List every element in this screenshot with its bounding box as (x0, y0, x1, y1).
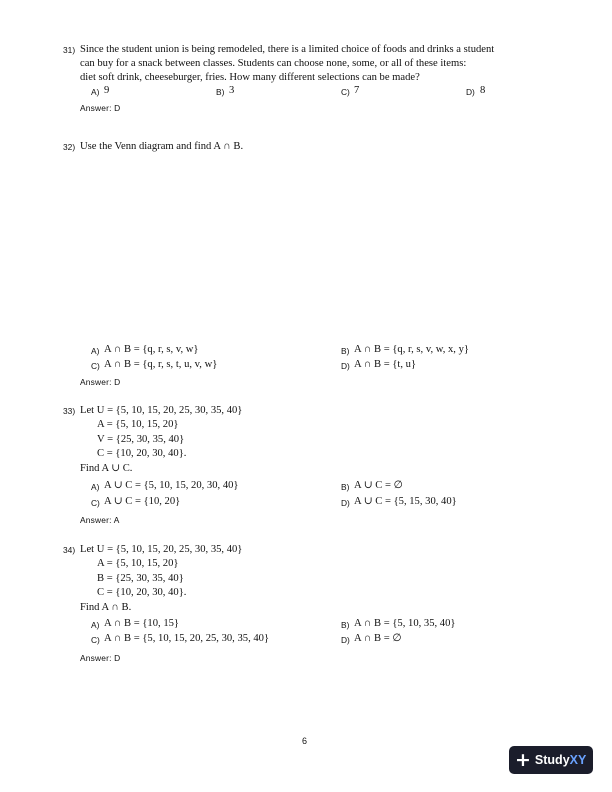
option-letter: A) (91, 620, 100, 630)
studyxy-badge[interactable] (509, 746, 593, 774)
option-text: A ∩ B = {5, 10, 15, 20, 25, 30, 35, 40} (104, 633, 270, 644)
option-letter: B) (341, 620, 350, 630)
option-letter: B) (341, 482, 350, 492)
option-letter: A) (91, 87, 100, 97)
set-definition: A = {5, 10, 15, 20} (97, 558, 179, 569)
option-letter: C) (341, 87, 350, 97)
option-letter: C) (91, 361, 100, 371)
option-letter: A) (91, 482, 100, 492)
option-text: 8 (480, 85, 486, 96)
question-number: 31) (63, 45, 76, 55)
answer-key: Answer: D (80, 377, 121, 387)
option-text: 7 (354, 85, 360, 96)
option-text: A ∩ B = {q, r, s, t, u, v, w} (104, 359, 218, 370)
option-text: A ∩ B = ∅ (354, 633, 402, 644)
question-number: 34) (63, 545, 76, 555)
option-text: 3 (229, 85, 235, 96)
question-number: 33) (63, 406, 76, 416)
question-text-line: can buy for a snack between classes. Students can choose none, some, or all of these items: (80, 58, 467, 69)
option-text: A ∩ B = {10, 15} (104, 618, 180, 629)
question-text-line: Find A ∪ C. (80, 463, 133, 474)
plus-icon: + (515, 748, 531, 771)
option-text: A ∩ B = {q, r, s, v, w} (104, 344, 199, 355)
option-text: A ∩ B = {t, u} (354, 359, 417, 370)
option-letter: D) (341, 635, 350, 645)
option-letter: D) (341, 361, 350, 371)
option-text: A ∪ C = {10, 20} (104, 496, 181, 507)
question-text-line: diet soft drink, cheeseburger, fries. How many different selections can be made? (80, 72, 420, 83)
option-letter: B) (216, 87, 225, 97)
badge-text-study: Study (534, 753, 570, 767)
option-letter: D) (466, 87, 475, 97)
badge-text-xy: XY (569, 753, 587, 767)
question-text-line: Let U = {5, 10, 15, 20, 25, 30, 35, 40} (80, 544, 243, 555)
option-letter: C) (91, 635, 100, 645)
set-definition: C = {10, 20, 30, 40}. (97, 448, 187, 459)
answer-key: Answer: A (80, 515, 120, 525)
question-number: 32) (63, 142, 76, 152)
option-text: A ∩ B = {q, r, s, v, w, x, y} (354, 344, 469, 355)
option-text: 9 (104, 85, 110, 96)
answer-key: Answer: D (80, 103, 121, 113)
set-definition: A = {5, 10, 15, 20} (97, 419, 179, 430)
option-letter: A) (91, 346, 100, 356)
set-definition: C = {10, 20, 30, 40}. (97, 587, 187, 598)
option-text: A ∪ C = {5, 15, 30, 40} (354, 496, 457, 507)
option-letter: D) (341, 498, 350, 508)
page-number: 6 (302, 736, 308, 746)
option-text: A ∩ B = {5, 10, 35, 40} (354, 618, 456, 629)
option-text: A ∪ C = ∅ (354, 480, 403, 491)
answer-key: Answer: D (80, 653, 121, 663)
question-text-line: Let U = {5, 10, 15, 20, 25, 30, 35, 40} (80, 405, 243, 416)
question-text-line: Find A ∩ B. (80, 602, 132, 613)
option-text: A ∪ C = {5, 10, 15, 20, 30, 40} (104, 480, 239, 491)
question-text-line: Use the Venn diagram and find A ∩ B. (80, 141, 244, 152)
option-letter: C) (91, 498, 100, 508)
set-definition: B = {25, 30, 35, 40} (97, 573, 184, 584)
question-text-line: Since the student union is being remodeled, there is a limited choice of foods and drinks a student (80, 44, 495, 55)
option-letter: B) (341, 346, 350, 356)
set-definition: V = {25, 30, 35, 40} (97, 434, 185, 445)
